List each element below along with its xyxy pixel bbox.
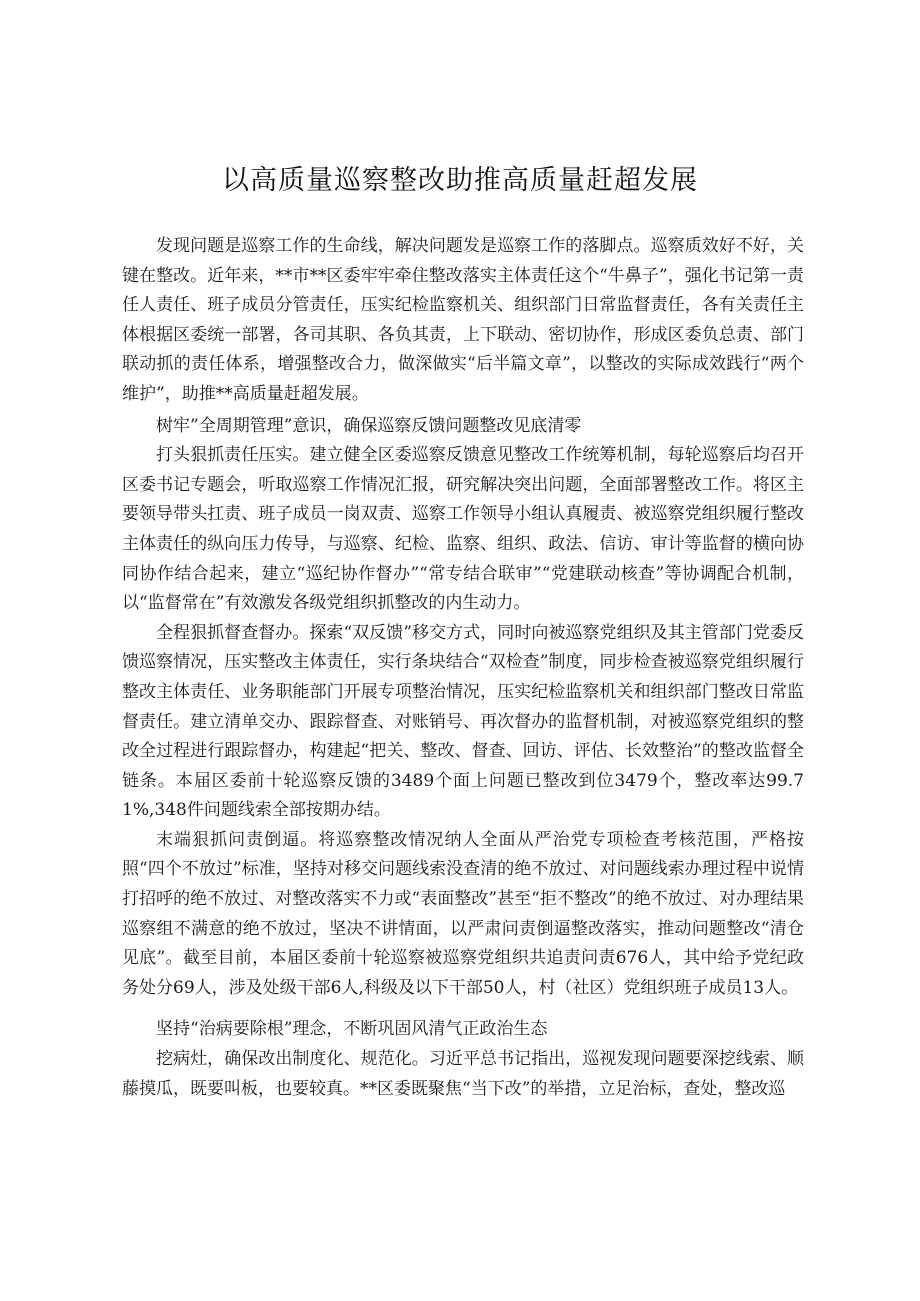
document-body [122, 232, 804, 1104]
section-heading-1: 树牢”全周期管理”意识，确保巡察反馈问题整改见底清零 [156, 415, 582, 436]
paragraph-accountability: 末端狠抓问责倒逼。将巡察整改情况纳人全面从严治党专项检查考核范围，严格按照“四个不放过”标准，坚持对移交问题线索没查清的绝不放过、对问题线索办理过程中说情打招呼的绝不放过、对整改落实不力或“表面整改”甚至“拒不整改”的绝不放过、对办理结果巡察组不满意的绝不放过，坚决不讲情面，以严肃问责倒逼整改落实，推动问题整改“清仓见底”。截至目前，本届区委前十轮巡察被巡察党组织共追责问责676人，其中给予党纪政务处分69人，涉及处级干部6人,科级及以下干部50人，村（社区）党组织班子成员13人。 [122, 829, 804, 998]
section-heading-2: 坚持“治病要除根”理念，不断巩固风清气正政治生态 [156, 1019, 548, 1040]
paragraph-supervision: 全程狠抓督查督办。探索“双反馈”移交方式，同时向被巡察党组织及其主管部门党委反馈巡察情况，压实整改主体责任，实行条块结合“双检查”制度，同步检查被巡察党组织履行整改主体责任、业务职能部门开展专项整治情况，压实纪检监察机关和组织部门整改日常监督责任。建立清单交办、跟踪督查、对账销号、再次督办的监督机制，对被巡察党组织的整改全过程进行跟踪督办，构建起“把关、整改、督查、回访、评估、长效整治”的整改监督全链条。本届区委前十轮巡察反馈的3489个面上问题已整改到位3479个，整改率达99.71%,348件问题线索全部按期办结。 [122, 622, 804, 821]
paragraph-responsibility: 打头狠抓责任压实。建立健全区委巡察反馈意见整改工作统筹机制，每轮巡察后均召开区委书记专题会，听取巡察工作情况汇报，研究解决突出问题，全面部署整改工作。将区主要领导带头扛责、班子成员一岗双责、巡察工作领导小组认真履责、被巡察党组织履行整改主体责任的纵向压力传导，与巡察、纪检、监察、组织、政法、信访、审计等监督的横向协同协作结合起来，建立“巡纪协作督办”“常专结合联审”“党建联动核查”等协调配合机制，以“监督常在”有效激发各级党组织抓整改的内生动力。 [122, 445, 804, 614]
document-title: 以高质量巡察整改助推高质量赶超发展 [222, 165, 698, 196]
paragraph-root-cause: 挖病灶，确保改出制度化、规范化。习近平总书记指出，巡视发现问题要深挖线索、顺藤摸瓜，既要叫板，也要较真。**区委既聚焦“当下改”的举措，立足治标，查处，整改巡 [122, 1049, 804, 1099]
section-spacer [122, 1003, 804, 1013]
intro-paragraph: 发现问题是巡察工作的生命线，解决问题发是巡察工作的落脚点。巡察质效好不好，关键在整改。近年来，**市**区委牢牢牵住整改落实主体责任这个“牛鼻子”，强化书记第一责任人责任、班子成员分管责任，压实纪检监察机关、组织部门日常监督责任，各有关责任主体根据区委统一部署，各司其职、各负其责，上下联动、密切协作，形成区委负总责、部门联动抓的责任体系，增强整改合力，做深做实“后半篇文章”，以整改的实际成效践行“两个维护”，助推**高质量赶超发展。 [122, 236, 804, 404]
